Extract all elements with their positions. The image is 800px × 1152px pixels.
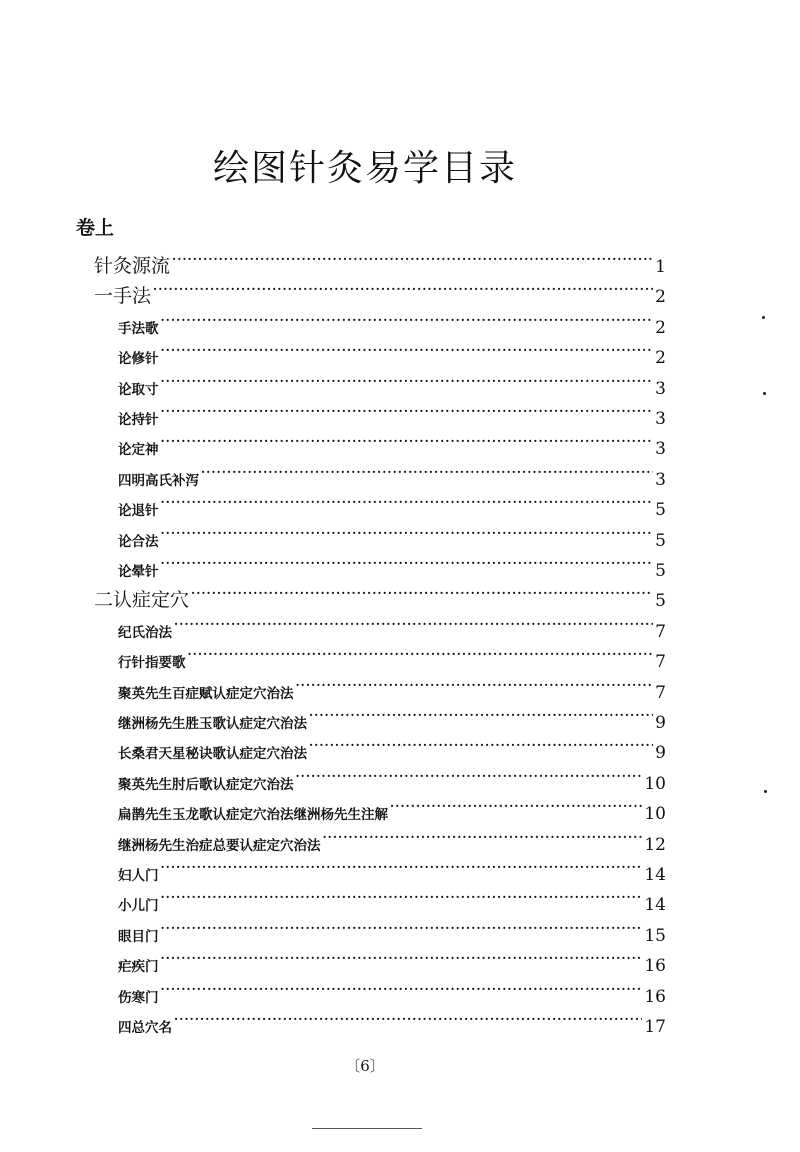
toc-entry-title: 继洲杨先生胜玉歌认症定穴治法 (118, 716, 307, 732)
toc-entry-page-number: 16 (644, 956, 666, 977)
toc-entry-page-number: 15 (644, 925, 666, 946)
toc-entry-title: 妇人门 (118, 868, 159, 884)
toc-entry-page-number: 5 (655, 591, 666, 612)
dot-leader (161, 854, 643, 880)
toc-entry (118, 915, 666, 946)
toc-entry (118, 459, 666, 490)
dot-leader (161, 489, 654, 515)
toc-entry-page-number: 9 (655, 713, 666, 733)
toc-entry-title: 疟疾门 (118, 959, 159, 976)
toc-entry (118, 854, 666, 885)
toc-entry-page-number: 16 (644, 986, 666, 1007)
toc-entry-page-number: 10 (644, 804, 666, 825)
toc-entry-page-number: 3 (655, 378, 666, 399)
dot-leader (323, 824, 643, 850)
toc-entry (118, 976, 666, 1007)
toc-entry (118, 641, 666, 673)
dot-leader (161, 915, 643, 941)
toc-entry-page-number: 7 (655, 621, 666, 642)
dot-leader (309, 732, 653, 758)
toc-entry-title: 一手法 (94, 285, 152, 308)
dot-leader (296, 672, 654, 698)
bottom-rule (312, 1128, 422, 1129)
dot-leader (161, 337, 654, 363)
toc-entry-title: 论取寸 (118, 381, 159, 398)
toc-entry-page-number: 3 (655, 469, 666, 490)
toc-entry-title: 论持针 (118, 412, 159, 428)
toc-entry (118, 307, 666, 338)
toc-entry-title: 伤寒门 (118, 989, 159, 1006)
toc-entry-page-number: 5 (655, 500, 666, 521)
dot-leader (296, 763, 643, 789)
toc-entry-page-number: 14 (644, 865, 666, 885)
toc-entry (118, 732, 666, 764)
toc-entry (94, 580, 666, 612)
toc-entry-title: 论合法 (118, 533, 159, 550)
toc-entry-title: 针灸源流 (94, 255, 171, 277)
toc-entry-page-number: 14 (644, 895, 666, 916)
toc-entry (118, 428, 666, 460)
toc-entry-title: 长桑君天星秘诀歌认症定穴治法 (118, 746, 307, 763)
toc-entry (118, 824, 666, 855)
dot-leader (390, 793, 642, 819)
toc-entry-page-number: 5 (655, 561, 666, 581)
toc-entry-title: 眼目门 (118, 928, 159, 945)
dot-leader (161, 368, 654, 394)
dot-leader (201, 459, 653, 485)
toc-entry-title: 继洲杨先生治症总要认症定穴治法 (118, 837, 321, 854)
dot-leader (161, 428, 654, 454)
toc-entry (118, 398, 666, 429)
toc-entry-title: 四明高氏补泻 (118, 472, 199, 489)
toc-entry-title: 论定神 (118, 442, 159, 459)
toc-entry-title: 论晕针 (118, 564, 159, 580)
toc-entry-page-number: 17 (644, 1017, 666, 1037)
toc-entry (118, 368, 666, 399)
toc-entry (118, 763, 666, 794)
toc-entry (94, 276, 666, 308)
dot-leader (161, 307, 654, 333)
dot-leader (172, 246, 653, 272)
toc-entry (118, 945, 666, 977)
toc-entry (118, 489, 666, 521)
toc-entry-title: 手法歌 (118, 320, 159, 337)
toc-entry-page-number: 5 (655, 530, 666, 551)
toc-entry (118, 884, 666, 916)
scan-speck (764, 790, 767, 793)
toc-entry-page-number: 2 (655, 317, 666, 338)
toc-entry (118, 793, 666, 825)
toc-entry-page-number: 7 (655, 682, 666, 703)
toc-entry-title: 小儿门 (118, 898, 159, 915)
toc-entry-page-number: 2 (655, 287, 666, 308)
toc-entry (118, 337, 666, 369)
toc-entry-title: 聚英先生百症赋认症定穴治法 (118, 685, 294, 702)
toc-entry-title: 四总穴名 (118, 1020, 172, 1036)
toc-entry-page-number: 12 (644, 834, 666, 855)
dot-leader (188, 641, 654, 667)
dot-leader (161, 398, 654, 424)
toc-entry (94, 246, 666, 277)
toc-entry-page-number: 1 (655, 257, 666, 277)
toc-entry-page-number: 2 (655, 348, 666, 369)
toc-entry-title: 论修针 (118, 351, 159, 368)
toc-entry-title: 扁鹊先生玉龙歌认症定穴治法继洲杨先生注解 (118, 807, 388, 824)
toc-entry (118, 520, 666, 551)
dot-leader (161, 945, 643, 971)
toc-entry-title: 二认症定穴 (94, 589, 190, 612)
toc-entry-title: 论退针 (118, 503, 159, 520)
toc-entry-page-number: 7 (655, 652, 666, 673)
dot-leader (161, 976, 643, 1002)
dot-leader (174, 611, 653, 637)
page-title: 绘图针灸易学目录 (212, 148, 517, 189)
toc-entry-title: 聚英先生肘后歌认症定穴治法 (118, 776, 294, 793)
dot-leader (161, 884, 643, 910)
toc-entry (118, 1006, 666, 1037)
toc-entry (118, 702, 666, 733)
dot-leader (174, 1006, 642, 1032)
dot-leader (161, 520, 654, 546)
dot-leader (161, 550, 654, 576)
toc-entry-page-number: 9 (655, 743, 666, 764)
dot-leader (309, 702, 653, 728)
toc-entry (118, 611, 666, 642)
dot-leader (153, 276, 653, 302)
toc-entry-title: 纪氏治法 (118, 624, 172, 641)
toc-entry-title: 行针指要歌 (118, 655, 186, 672)
scan-speck (762, 316, 765, 319)
volume-heading: 卷上 (76, 217, 115, 239)
toc-entry-page-number: 3 (655, 409, 666, 429)
page-number: 〔6〕 (345, 1057, 385, 1075)
toc-entry (118, 672, 666, 703)
toc-entry (118, 550, 666, 581)
toc-entry-page-number: 3 (655, 439, 666, 460)
dot-leader (191, 580, 653, 606)
toc-entry-page-number: 10 (644, 773, 666, 794)
scan-speck (763, 392, 766, 395)
